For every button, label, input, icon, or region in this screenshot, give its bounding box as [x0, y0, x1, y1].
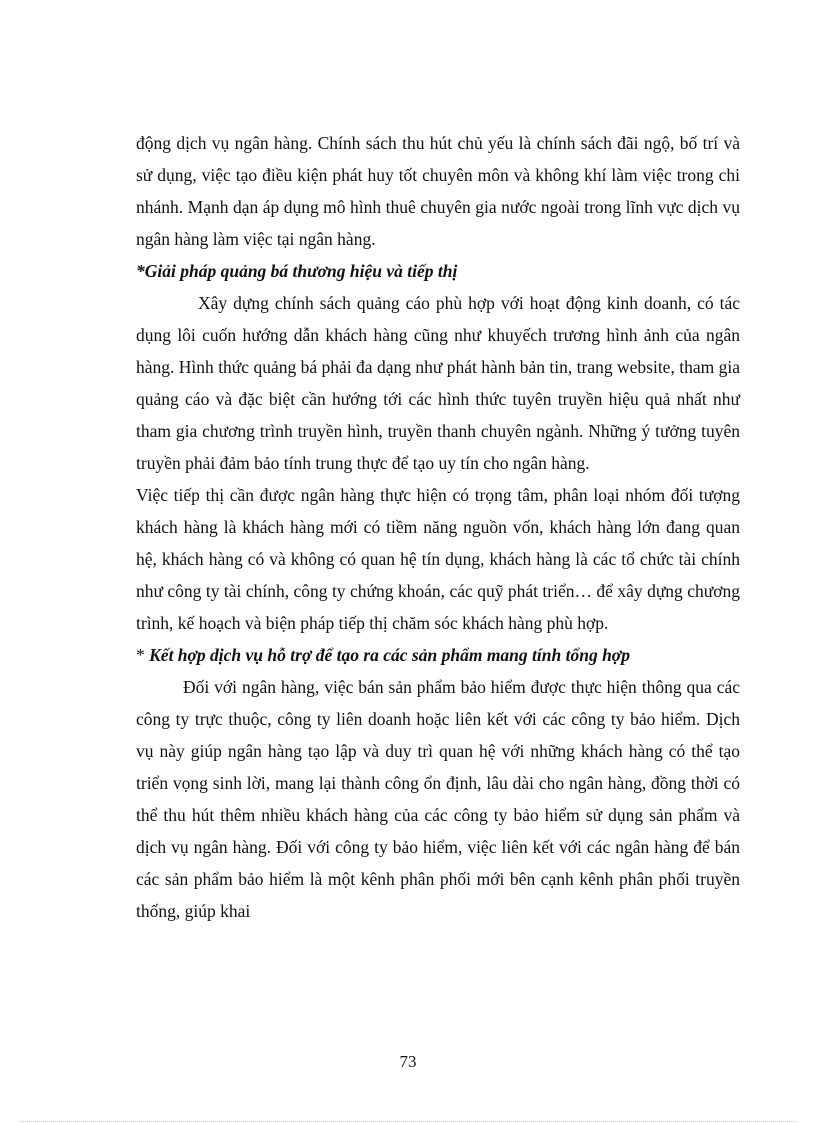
- paragraph-advertising-policy: Xây dựng chính sách quảng cáo phù hợp với hoạt động kinh doanh, có tác dụng lôi cuốn hướng dẫn khách hàng cũng như khuyếch trương hình ảnh của ngân hàng. Hình thức quảng bá phải đa dạng như phát hành bản tin, trang website, tham gia quảng cáo và đặc biệt cần hướng tới các hình thức tuyên truyền hiệu quả nhất như tham gia chương trình truyền hình, truyền thanh chuyên ngành. Những ý tưởng tuyên truyền phải đảm bảo tính trung thực để tạo uy tín cho ngân hàng.: [136, 293, 740, 473]
- page-bottom-divider: [20, 1121, 796, 1122]
- heading-branding-marketing: *Giải pháp quảng bá thương hiệu và tiếp thị: [136, 261, 458, 281]
- paragraph-bancassurance: Đối với ngân hàng, việc bán sản phẩm bảo hiểm được thực hiện thông qua các công ty trực thuộc, công ty liên doanh hoặc liên kết với các công ty bảo hiểm. Dịch vụ này giúp ngân hàng tạo lập và duy trì quan hệ với những khách hàng có thể tạo triển vọng sinh lời, mang lại thành công ổn định, lâu dài cho ngân hàng, đồng thời có thể thu hút thêm nhiều khách hàng của các công ty bảo hiểm sử dụng sản phẩm và dịch vụ ngân hàng. Đối với công ty bảo hiểm, việc liên kết với các ngân hàng để bán các sản phẩm bảo hiểm là một kênh phân phối mới bên cạnh kênh phân phối truyền thống, giúp khai: [136, 677, 740, 921]
- heading-bullet: *: [136, 645, 150, 665]
- paragraph-staffing-policy: động dịch vụ ngân hàng. Chính sách thu hút chủ yếu là chính sách đãi ngộ, bố trí và sử dụng, việc tạo điều kiện phát huy tốt chuyên môn và không khí làm việc trong chi nhánh. Mạnh dạn áp dụng mô hình thuê chuyên gia nước ngoài trong lĩnh vực dịch vụ ngân hàng làm việc tại ngân hàng.: [136, 133, 740, 249]
- heading-combined-services: [136, 639, 740, 671]
- heading-combined-services-text: Kết hợp dịch vụ hỗ trợ để tạo ra các sản phẩm mang tính tổng hợp: [149, 645, 630, 665]
- paragraph-marketing-segmentation: Việc tiếp thị cần được ngân hàng thực hiện có trọng tâm, phân loại nhóm đối tượng khách hàng là khách hàng mới có tiềm năng nguồn vốn, khách hàng lớn đang quan hệ, khách hàng có và không có quan hệ tín dụng, khách hàng là các tổ chức tài chính như công ty tài chính, công ty chứng khoán, các quỹ phát triển… để xây dựng chương trình, kế hoạch và biện pháp tiếp thị chăm sóc khách hàng phù hợp.: [136, 485, 740, 633]
- page-number: 73: [399, 1052, 417, 1071]
- page-body: [136, 127, 740, 927]
